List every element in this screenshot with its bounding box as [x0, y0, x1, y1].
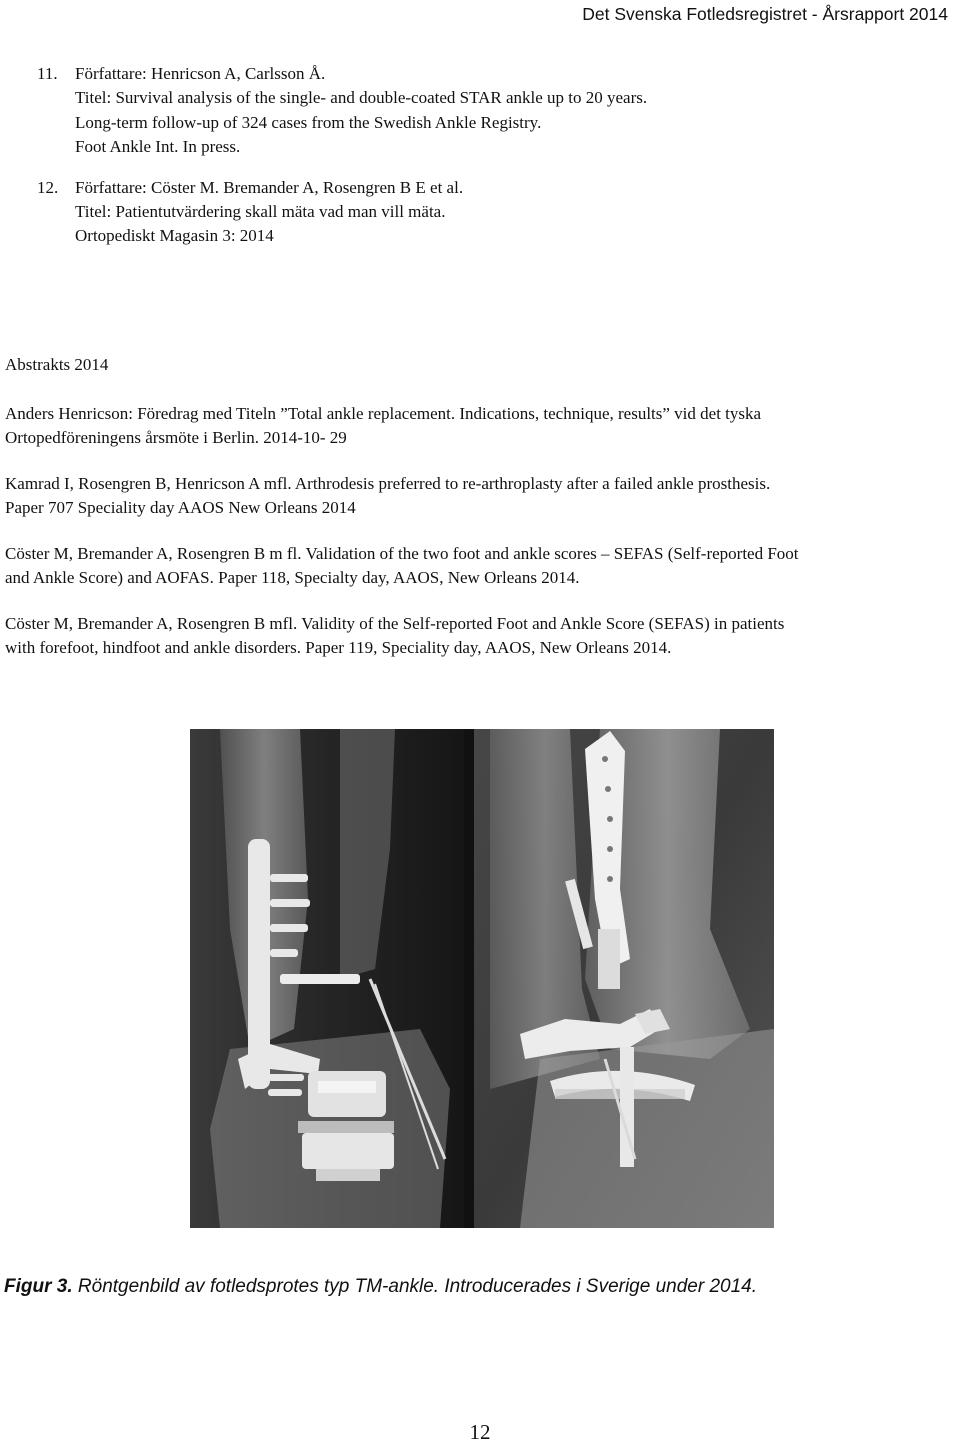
caption-text: Röntgenbild av fotledsprotes typ TM-ankle. Introducerades i Sverige under 2014.: [72, 1276, 758, 1297]
reference-number: 12.: [37, 177, 59, 197]
reference-line: Long-term follow-up of 324 cases from the Swedish Ankle Registry.: [75, 112, 542, 132]
abstract-line: and Ankle Score) and AOFAS. Paper 118, Specialty day, AAOS, New Orleans 2014.: [5, 568, 580, 588]
abstract-list: [5, 402, 955, 682]
figure-caption: [4, 1276, 757, 1298]
abstract-item: [5, 472, 955, 520]
reference-list: [0, 62, 960, 265]
reference-line: Författare: Henricson A, Carlsson Å.: [75, 64, 326, 83]
reference-item: [37, 176, 960, 249]
reference-line: Foot Ankle Int. In press.: [75, 137, 241, 157]
abstract-line: Ortopedföreningens årsmöte i Berlin. 2014-10- 29: [5, 428, 347, 448]
page-header: Det Svenska Fotledsregistret - Årsrapport 2014: [582, 4, 948, 24]
abstract-line: Cöster M, Bremander A, Rosengren B m fl. Validation of the two foot and ankle scores – SEFAS (Self-reported Foot: [5, 544, 799, 563]
caption-label: Figur 3.: [4, 1276, 73, 1297]
abstract-line: Cöster M, Bremander A, Rosengren B mfl. Validity of the Self-reported Foot and Ankle Score (SEFAS) in patients: [5, 614, 785, 633]
xray-figure: [190, 729, 774, 1228]
reference-line: Författare: Cöster M. Bremander A, Rosengren B E et al.: [75, 177, 464, 197]
abstract-item: [5, 402, 955, 450]
abstract-line: with forefoot, hindfoot and ankle disorders. Paper 119, Speciality day, AAOS, New Orleans 2014.: [5, 638, 672, 658]
abstract-item: [5, 542, 955, 590]
reference-line: Ortopediskt Magasin 3: 2014: [75, 226, 274, 246]
reference-line: Titel: Patientutvärdering skall mäta vad man vill mäta.: [75, 202, 446, 222]
abstract-item: [5, 612, 955, 660]
abstract-line: Kamrad I, Rosengren B, Henricson A mfl. Arthrodesis preferred to re-arthroplasty after a failed ankle prosthesis.: [5, 474, 771, 493]
section-title: Abstrakts 2014: [5, 355, 109, 374]
abstract-line: Paper 707 Speciality day AAOS New Orleans 2014: [5, 498, 356, 518]
reference-item: [37, 62, 960, 160]
reference-number: 11.: [37, 64, 58, 83]
abstract-line: Anders Henricson: Föredrag med Titeln ”Total ankle replacement. Indications, technique, results” vid det tyska: [5, 404, 762, 423]
page-number: 12: [469, 1420, 491, 1444]
reference-line: Titel: Survival analysis of the single- and double-coated STAR ankle up to 20 years.: [75, 88, 648, 108]
xray-image: [190, 729, 774, 1228]
